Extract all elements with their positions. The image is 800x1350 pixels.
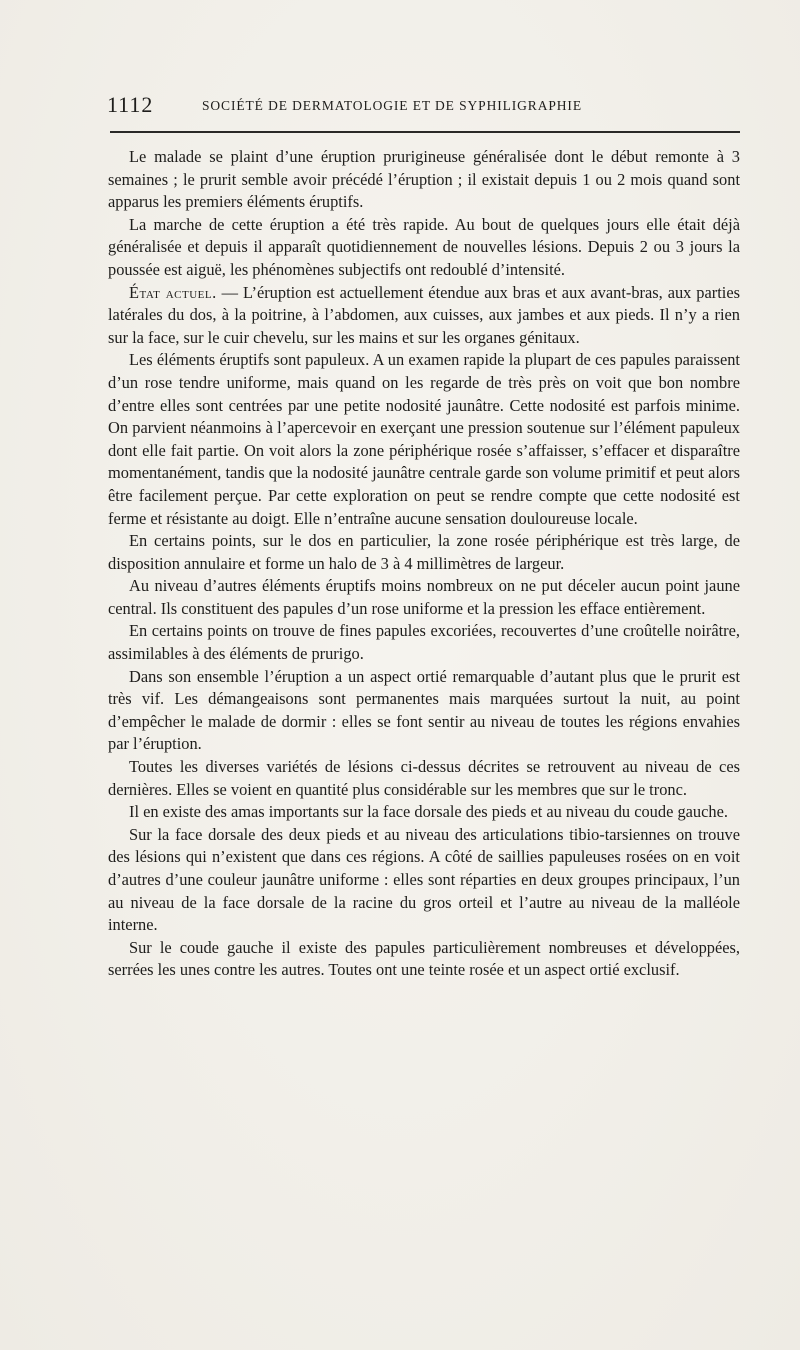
paragraph-8: Dans son ensemble l’éruption a un aspect ortié remarquable d’autant plus que le prurit est très vif. Les démangeaisons sont permanentes mais marquées surtout la nuit, au point d’empêcher le malade de dormir : elles se font sentir au niveau de toutes les régions envahies par l’éruption. [108, 666, 740, 754]
etat-actuel-label: État actuel. [129, 282, 217, 302]
paragraph-4: Les éléments éruptifs sont papuleux. A un examen rapide la plupart de ces papules paraissent d’un rose tendre uniforme, mais quand on les regarde de très près on voit que bon nombre d’entre elles sont centrées par une petite nodosité jaunâtre. Cette nodosité est parfois minime. On parvient néanmoins à l’apercevoir en exerçant une pression soutenue sur l’élément papuleux dont elle fait partie. On voit alors la zone périphérique rosée s’affaisser, s’effacer et disparaître momentanément, tandis que la nodosité jaunâtre centrale garde son volume primitif et peut alors être facilement perçue. Par cette exploration on peut se rendre compte que cette nodosité est ferme et résistante au doigt. Elle n’entraîne aucune sensation douloureuse locale. [108, 350, 740, 528]
body-text [108, 146, 740, 982]
paragraph-11: Sur la face dorsale des deux pieds et au niveau des articulations tibio-tarsiennes on trouve des lésions qui n’existent que dans ces régions. A côté de saillies papuleuses rosées on en voit d’autres d’une couleur jaunâtre uniforme : elles sont réparties en deux groupes principaux, l’un au niveau de la face dorsale de la racine du gros orteil et l’autre au niveau de la malléole interne. [108, 824, 740, 935]
paragraph-3 [108, 282, 740, 350]
paragraph-10: Il en existe des amas importants sur la face dorsale des pieds et au niveau du coude gauche. [129, 802, 728, 822]
paragraph-9: Toutes les diverses variétés de lésions ci-dessus décrites se retrouvent au niveau de ces dernières. Elles se voient en quantité plus considérable sur les membres que sur le tronc. [108, 757, 740, 799]
running-title: SOCIÉTÉ DE DERMATOLOGIE ET DE SYPHILIGRAPHIE [202, 98, 582, 113]
page-number: 1112 [107, 92, 154, 117]
paragraph-1: Le malade se plaint d’une éruption prurigineuse généralisée dont le début remonte à 3 semaines ; le prurit semble avoir précédé l’éruption ; il existait depuis 1 ou 2 mois quand sont apparus les premiers éléments éruptifs. [108, 147, 740, 212]
paragraph-6: Au niveau d’autres éléments éruptifs moins nombreux on ne put déceler aucun point jaune central. Ils constituent des papules d’un rose uniforme et la pression les efface entièrement. [108, 576, 740, 618]
paragraph-3-text: — L’éruption est actuellement étendue aux bras et aux avant-bras, aux parties latérales du dos, à la poitrine, à l’abdomen, aux cuisses, aux jambes et aux pieds. Il n’y a rien sur la face, sur le cuir chevelu, sur les mains et sur les organes génitaux. [108, 282, 740, 347]
paragraph-7: En certains points on trouve de fines papules excoriées, recouvertes d’une croûtelle noirâtre, assimilables à des éléments de prurigo. [108, 621, 740, 664]
paragraph-2: La marche de cette éruption a été très rapide. Au bout de quelques jours elle était déjà généralisée et depuis il apparaît quotidiennement de nouvelles lésions. Depuis 2 ou 3 jours la poussée est aiguë, les phénomènes subjectifs ont redoublé d’intensité. [108, 214, 740, 279]
page-header [107, 93, 737, 119]
header-rule [110, 131, 740, 133]
paragraph-12: Sur le coude gauche il existe des papules particulièrement nombreuses et développées, serrées les unes contre les autres. Toutes ont une teinte rosée et un aspect ortié exclusif. [108, 937, 740, 980]
paragraph-5: En certains points, sur le dos en particulier, la zone rosée périphérique est très large, de disposition annulaire et forme un halo de 3 à 4 millimètres de largeur. [108, 531, 740, 573]
